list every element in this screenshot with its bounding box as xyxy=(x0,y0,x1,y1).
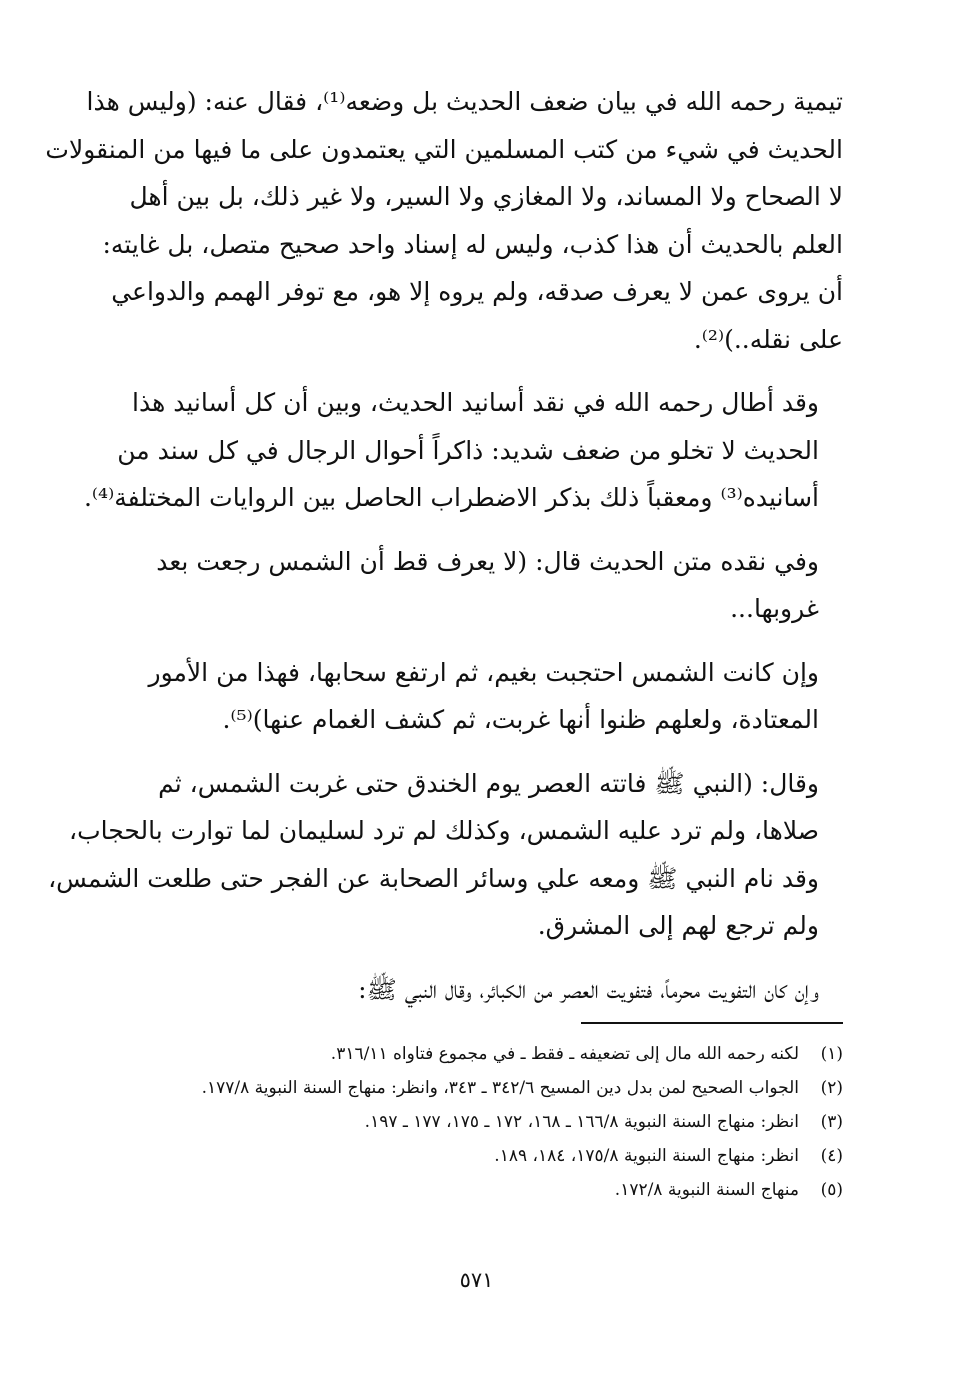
footnote-text: انظر: منهاج السنة النبوية ١٦٦/٨ ـ ١٦٨، ١٧٢ ـ ١٧٥، ١٧٧ ـ ١٩٧. xyxy=(364,1112,799,1132)
paragraph-3 xyxy=(90,538,843,633)
footnote-1 xyxy=(90,1037,843,1071)
footnote-text: لكنه رحمه الله مال إلى تضعيفه ـ فقط ـ في مجموع فتاواه ٣١٦/١١. xyxy=(330,1044,799,1064)
footnote-5 xyxy=(90,1173,843,1207)
footnote-number: (٢) xyxy=(820,1078,843,1098)
paragraph-1 xyxy=(45,78,843,363)
main-text xyxy=(45,78,843,1013)
text-line: أسانيده⁽³⁾ ومعقباً ذلك بذكر الاضطراب الحاصل بين الروايات المختلفة⁽⁴⁾. xyxy=(83,483,819,512)
text-line: وفي نقده متن الحديث قال: (لا يعرف قط أن الشمس رجعت بعد xyxy=(156,546,819,576)
text-line: على نقله..)⁽²⁾. xyxy=(693,324,843,354)
footnote-text: الجواب الصحيح لمن بدل دين المسيح ٣٤٢/٦ ـ ٣٤٣، وانظر: منهاج السنة النبوية ١٧٧/٨. xyxy=(201,1078,799,1098)
text-line: وإن كان التفويت محرماً، فتفويت العصر من الكبائر، وقال النبي ﷺ: xyxy=(358,974,819,1004)
footnote-number: (٣) xyxy=(820,1112,843,1132)
text-line: ولم ترجع لهم إلى المشرق. xyxy=(537,911,819,940)
paragraph-4 xyxy=(90,649,843,744)
text-line: غروبها... xyxy=(730,594,819,623)
text-line: وقد أطال رحمه الله في نقد أسانيد الحديث، وبين أن كل أسانيد هذا xyxy=(132,388,819,417)
footnote-number: (٥) xyxy=(820,1180,843,1200)
footnote-4 xyxy=(90,1139,843,1173)
text-line: تيمية رحمه الله في بيان ضعف الحديث بل وضعه⁽¹⁾، فقال عنه: (وليس هذا xyxy=(86,87,843,116)
text-line: وقد نام النبي ﷺ ومعه علي وسائر الصحابة عن الفجر حتى طلعت الشمس، xyxy=(48,863,819,893)
footnote-2 xyxy=(90,1071,843,1105)
text-line: المعتادة، ولعلهم ظنوا أنها غربت، ثم كشف الغمام عنها)⁽⁵⁾. xyxy=(222,705,819,734)
footnotes xyxy=(90,1037,843,1207)
text-line: العلم بالحديث أن هذا كذب، وليس له إسناد واحد صحيح متصل، بل غايته: xyxy=(102,229,843,259)
text-line: صلاها، ولم ترد عليه الشمس، وكذلك لم ترد لسليمان لما توارت بالحجاب، xyxy=(69,816,819,845)
text-line: وإن كانت الشمس احتجبت بغيم، ثم ارتفع سحابها، فهذا من الأمور xyxy=(148,657,819,687)
text-line: الحديث لا تخلو من ضعف شديد: ذاكراً أحوال الرجال في كل سند من xyxy=(117,435,819,465)
footnote-text: انظر: منهاج السنة النبوية ١٧٥/٨، ١٨٤، ١٨٩. xyxy=(494,1146,799,1166)
footnote-number: (١) xyxy=(820,1044,843,1064)
footnote-number: (٤) xyxy=(820,1146,843,1166)
footnote-separator xyxy=(581,1022,843,1024)
text-line: الحديث في شيء من كتب المسلمين التي يعتمدون على ما فيها من المنقولات xyxy=(45,134,843,164)
paragraph-6 xyxy=(90,966,843,1014)
page-number: ٥٧١ xyxy=(459,1268,494,1292)
paragraph-2 xyxy=(83,379,843,522)
text-line: وقال: (النبي ﷺ فاتته العصر يوم الخندق حتى غربت الشمس، ثم xyxy=(158,768,819,798)
footnote-3 xyxy=(90,1105,843,1139)
paragraph-5 xyxy=(48,760,843,950)
text-line: لا الصحاح ولا المساند، ولا المغازي ولا السير، ولا غير ذلك، بل بين أهل xyxy=(129,182,843,211)
text-line: أن يروى عمن لا يعرف صدقه، ولم يروه إلا هو، مع توفر الهمم والدواعي xyxy=(111,277,843,306)
footnote-text: منهاج السنة النبوية ١٧٢/٨. xyxy=(614,1180,799,1200)
